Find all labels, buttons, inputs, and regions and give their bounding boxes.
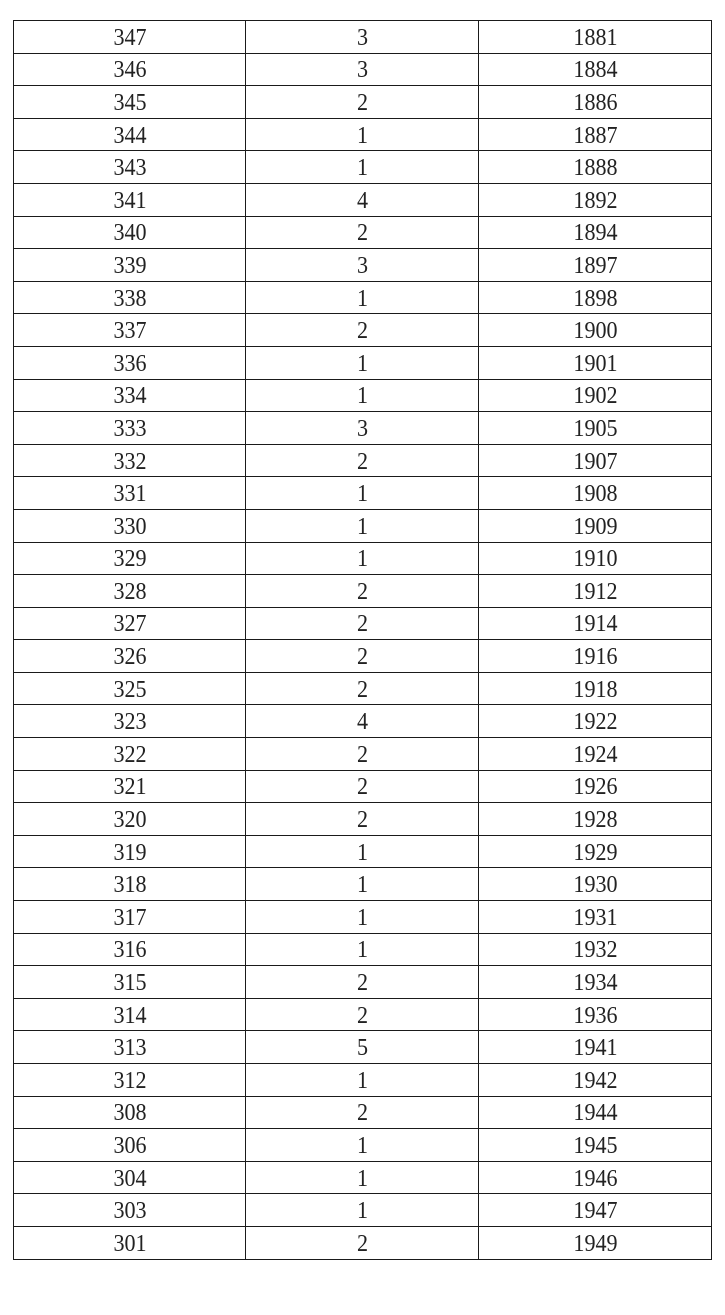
cell-text: 341 — [112, 187, 147, 214]
cell-text: 1 — [356, 1067, 368, 1094]
table-row — [14, 444, 712, 477]
cell-text: 1 — [356, 1198, 368, 1225]
cell-text: 304 — [112, 1165, 147, 1192]
cumulative-cell — [488, 281, 702, 314]
cell-text: 308 — [112, 1100, 147, 1127]
cell-text: 2 — [356, 1230, 368, 1257]
cell-text: 1 — [356, 1165, 368, 1192]
count-cell — [255, 1161, 469, 1194]
table-row — [14, 1096, 712, 1129]
cumulative-cell — [488, 542, 702, 575]
cell-text: 314 — [112, 1002, 147, 1029]
cell-text: 306 — [112, 1132, 147, 1159]
count-cell — [255, 346, 469, 379]
cell-text: 336 — [112, 350, 147, 377]
cell-text: 1 — [356, 350, 368, 377]
count-cell — [255, 118, 469, 151]
score-cell — [23, 672, 236, 705]
cumulative-cell — [488, 738, 702, 771]
count-cell — [255, 53, 469, 86]
score-cell — [23, 151, 236, 184]
cumulative-cell — [488, 1064, 702, 1097]
cumulative-cell — [488, 477, 702, 510]
cell-text: 326 — [112, 644, 147, 671]
cumulative-cell — [488, 966, 702, 999]
count-cell — [255, 477, 469, 510]
count-cell — [255, 183, 469, 216]
table-row — [14, 21, 712, 54]
cell-text: 337 — [112, 318, 147, 345]
table-row — [14, 542, 712, 575]
cell-text: 343 — [112, 155, 147, 182]
count-cell — [255, 770, 469, 803]
cell-text: 1 — [356, 481, 368, 508]
cell-text: 1 — [356, 513, 368, 540]
score-cell — [23, 346, 236, 379]
score-table-container — [13, 20, 711, 1260]
cell-text: 1887 — [572, 122, 618, 149]
score-cell — [23, 183, 236, 216]
cell-text: 333 — [112, 415, 147, 442]
cell-text: 2 — [356, 1100, 368, 1127]
cumulative-cell — [488, 314, 702, 347]
cell-text: 2 — [356, 611, 368, 638]
table-row — [14, 1031, 712, 1064]
count-cell — [255, 640, 469, 673]
table-row — [14, 998, 712, 1031]
cell-text: 1931 — [572, 904, 618, 931]
table-row — [14, 314, 712, 347]
cell-text: 2 — [356, 741, 368, 768]
table-row — [14, 770, 712, 803]
cell-text: 1909 — [572, 513, 618, 540]
cell-text: 317 — [112, 904, 147, 931]
cell-text: 1902 — [572, 383, 618, 410]
score-cell — [23, 86, 236, 119]
cell-text: 328 — [112, 578, 147, 605]
table-row — [14, 249, 712, 282]
count-cell — [255, 542, 469, 575]
cumulative-cell — [488, 672, 702, 705]
score-cell — [23, 803, 236, 836]
table-row — [14, 1226, 712, 1259]
count-cell — [255, 21, 469, 54]
cell-text: 1894 — [572, 220, 618, 247]
cell-text: 1922 — [572, 709, 618, 736]
cumulative-cell — [488, 379, 702, 412]
cell-text: 2 — [356, 448, 368, 475]
cell-text: 1944 — [572, 1100, 618, 1127]
cell-text: 1 — [356, 872, 368, 899]
score-cell — [23, 901, 236, 934]
score-cell — [23, 705, 236, 738]
count-cell — [255, 575, 469, 608]
count-cell — [255, 509, 469, 542]
cumulative-cell — [488, 1031, 702, 1064]
count-cell — [255, 803, 469, 836]
score-cell — [23, 738, 236, 771]
cumulative-cell — [488, 770, 702, 803]
table-row — [14, 868, 712, 901]
cell-text: 346 — [112, 57, 147, 84]
table-row — [14, 412, 712, 445]
table-row — [14, 509, 712, 542]
cell-text: 1892 — [572, 187, 618, 214]
cell-text: 1947 — [572, 1198, 618, 1225]
count-cell — [255, 901, 469, 934]
cell-text: 1936 — [572, 1002, 618, 1029]
cell-text: 303 — [112, 1198, 147, 1225]
cumulative-cell — [488, 1194, 702, 1227]
cell-text: 1941 — [572, 1035, 618, 1062]
cell-text: 340 — [112, 220, 147, 247]
cell-text: 1942 — [572, 1067, 618, 1094]
cell-text: 331 — [112, 481, 147, 508]
cumulative-cell — [488, 607, 702, 640]
cumulative-cell — [488, 151, 702, 184]
cell-text: 1 — [356, 155, 368, 182]
cumulative-cell — [488, 216, 702, 249]
cell-text: 1912 — [572, 578, 618, 605]
cell-text: 332 — [112, 448, 147, 475]
score-cell — [23, 444, 236, 477]
cell-text: 1930 — [572, 872, 618, 899]
cumulative-cell — [488, 249, 702, 282]
count-cell — [255, 379, 469, 412]
score-cell — [23, 998, 236, 1031]
cell-text: 1929 — [572, 839, 618, 866]
score-cell — [23, 966, 236, 999]
count-cell — [255, 86, 469, 119]
cumulative-cell — [488, 86, 702, 119]
table-row — [14, 86, 712, 119]
score-cell — [23, 607, 236, 640]
cell-text: 1905 — [572, 415, 618, 442]
cell-text: 2 — [356, 807, 368, 834]
table-row — [14, 607, 712, 640]
count-cell — [255, 607, 469, 640]
count-cell — [255, 1129, 469, 1162]
cell-text: 1898 — [572, 285, 618, 312]
cumulative-cell — [488, 901, 702, 934]
count-cell — [255, 966, 469, 999]
count-cell — [255, 314, 469, 347]
score-cell — [23, 1194, 236, 1227]
cell-text: 1901 — [572, 350, 618, 377]
cell-text: 334 — [112, 383, 147, 410]
score-cell — [23, 249, 236, 282]
score-cell — [23, 379, 236, 412]
score-cell — [23, 542, 236, 575]
score-cell — [23, 868, 236, 901]
cumulative-cell — [488, 835, 702, 868]
cell-text: 325 — [112, 676, 147, 703]
count-cell — [255, 216, 469, 249]
cumulative-cell — [488, 183, 702, 216]
score-cell — [23, 933, 236, 966]
table-row — [14, 1194, 712, 1227]
cell-text: 3 — [356, 252, 368, 279]
cell-text: 319 — [112, 839, 147, 866]
cell-text: 1945 — [572, 1132, 618, 1159]
score-cell — [23, 118, 236, 151]
cell-text: 1914 — [572, 611, 618, 638]
cell-text: 323 — [112, 709, 147, 736]
cell-text: 329 — [112, 546, 147, 573]
count-cell — [255, 738, 469, 771]
table-row — [14, 53, 712, 86]
cell-text: 1888 — [572, 155, 618, 182]
cumulative-cell — [488, 412, 702, 445]
cumulative-cell — [488, 1129, 702, 1162]
cumulative-cell — [488, 1161, 702, 1194]
cumulative-cell — [488, 640, 702, 673]
cumulative-cell — [488, 998, 702, 1031]
cell-text: 1916 — [572, 644, 618, 671]
cell-text: 3 — [356, 57, 368, 84]
cell-text: 2 — [356, 578, 368, 605]
cell-text: 1934 — [572, 970, 618, 997]
table-row — [14, 216, 712, 249]
cell-text: 2 — [356, 89, 368, 116]
score-cell — [23, 216, 236, 249]
cell-text: 1946 — [572, 1165, 618, 1192]
count-cell — [255, 249, 469, 282]
score-cell — [23, 509, 236, 542]
cell-text: 4 — [356, 709, 368, 736]
cell-text: 315 — [112, 970, 147, 997]
cell-text: 2 — [356, 220, 368, 247]
count-cell — [255, 672, 469, 705]
cumulative-cell — [488, 868, 702, 901]
cell-text: 1949 — [572, 1230, 618, 1257]
score-cell — [23, 575, 236, 608]
score-cell — [23, 1031, 236, 1064]
cell-text: 312 — [112, 1067, 147, 1094]
cell-text: 1 — [356, 937, 368, 964]
cell-text: 1881 — [572, 24, 618, 51]
score-cell — [23, 21, 236, 54]
cell-text: 1907 — [572, 448, 618, 475]
cumulative-cell — [488, 1226, 702, 1259]
table-row — [14, 575, 712, 608]
cell-text: 1900 — [572, 318, 618, 345]
cell-text: 1 — [356, 1132, 368, 1159]
table-row — [14, 640, 712, 673]
cell-text: 2 — [356, 970, 368, 997]
cell-text: 322 — [112, 741, 147, 768]
score-cell — [23, 770, 236, 803]
cell-text: 327 — [112, 611, 147, 638]
table-row — [14, 1161, 712, 1194]
count-cell — [255, 933, 469, 966]
count-cell — [255, 1194, 469, 1227]
count-cell — [255, 705, 469, 738]
count-cell — [255, 1031, 469, 1064]
cell-text: 1928 — [572, 807, 618, 834]
cell-text: 338 — [112, 285, 147, 312]
cell-text: 301 — [112, 1230, 147, 1257]
cumulative-cell — [488, 346, 702, 379]
table-row — [14, 118, 712, 151]
cell-text: 1910 — [572, 546, 618, 573]
cell-text: 318 — [112, 872, 147, 899]
score-cell — [23, 412, 236, 445]
cell-text: 2 — [356, 1002, 368, 1029]
cumulative-cell — [488, 575, 702, 608]
cell-text: 321 — [112, 774, 147, 801]
table-body — [14, 21, 712, 1260]
count-cell — [255, 835, 469, 868]
score-table — [13, 20, 712, 1260]
cell-text: 1926 — [572, 774, 618, 801]
score-cell — [23, 1064, 236, 1097]
cell-text: 347 — [112, 24, 147, 51]
cell-text: 339 — [112, 252, 147, 279]
cell-text: 1884 — [572, 57, 618, 84]
score-cell — [23, 53, 236, 86]
table-row — [14, 477, 712, 510]
cumulative-cell — [488, 933, 702, 966]
cell-text: 3 — [356, 415, 368, 442]
table-row — [14, 1064, 712, 1097]
table-row — [14, 933, 712, 966]
score-cell — [23, 1226, 236, 1259]
cell-text: 1 — [356, 285, 368, 312]
count-cell — [255, 1096, 469, 1129]
cell-text: 1886 — [572, 89, 618, 116]
table-row — [14, 705, 712, 738]
cumulative-cell — [488, 21, 702, 54]
cell-text: 1932 — [572, 937, 618, 964]
score-cell — [23, 1161, 236, 1194]
cell-text: 1918 — [572, 676, 618, 703]
cumulative-cell — [488, 509, 702, 542]
cell-text: 1897 — [572, 252, 618, 279]
table-row — [14, 738, 712, 771]
cumulative-cell — [488, 444, 702, 477]
cell-text: 1 — [356, 546, 368, 573]
table-row — [14, 966, 712, 999]
cell-text: 2 — [356, 774, 368, 801]
cell-text: 1924 — [572, 741, 618, 768]
count-cell — [255, 998, 469, 1031]
table-row — [14, 346, 712, 379]
cumulative-cell — [488, 1096, 702, 1129]
cell-text: 1 — [356, 383, 368, 410]
table-row — [14, 901, 712, 934]
score-cell — [23, 314, 236, 347]
count-cell — [255, 281, 469, 314]
count-cell — [255, 444, 469, 477]
cell-text: 313 — [112, 1035, 147, 1062]
table-row — [14, 151, 712, 184]
cell-text: 330 — [112, 513, 147, 540]
cell-text: 2 — [356, 318, 368, 345]
score-cell — [23, 640, 236, 673]
cell-text: 345 — [112, 89, 147, 116]
count-cell — [255, 868, 469, 901]
count-cell — [255, 1064, 469, 1097]
count-cell — [255, 151, 469, 184]
cell-text: 1908 — [572, 481, 618, 508]
cell-text: 344 — [112, 122, 147, 149]
cumulative-cell — [488, 118, 702, 151]
cell-text: 2 — [356, 676, 368, 703]
table-row — [14, 379, 712, 412]
cell-text: 1 — [356, 122, 368, 149]
cell-text: 1 — [356, 904, 368, 931]
cell-text: 5 — [356, 1035, 368, 1062]
table-row — [14, 183, 712, 216]
cumulative-cell — [488, 53, 702, 86]
cell-text: 4 — [356, 187, 368, 214]
score-cell — [23, 1096, 236, 1129]
cumulative-cell — [488, 705, 702, 738]
table-row — [14, 1129, 712, 1162]
score-cell — [23, 835, 236, 868]
cell-text: 2 — [356, 644, 368, 671]
cell-text: 320 — [112, 807, 147, 834]
score-cell — [23, 1129, 236, 1162]
score-cell — [23, 477, 236, 510]
cell-text: 316 — [112, 937, 147, 964]
cumulative-cell — [488, 803, 702, 836]
score-cell — [23, 281, 236, 314]
count-cell — [255, 1226, 469, 1259]
table-row — [14, 281, 712, 314]
cell-text: 3 — [356, 24, 368, 51]
cell-text: 1 — [356, 839, 368, 866]
table-row — [14, 672, 712, 705]
table-row — [14, 835, 712, 868]
count-cell — [255, 412, 469, 445]
table-row — [14, 803, 712, 836]
